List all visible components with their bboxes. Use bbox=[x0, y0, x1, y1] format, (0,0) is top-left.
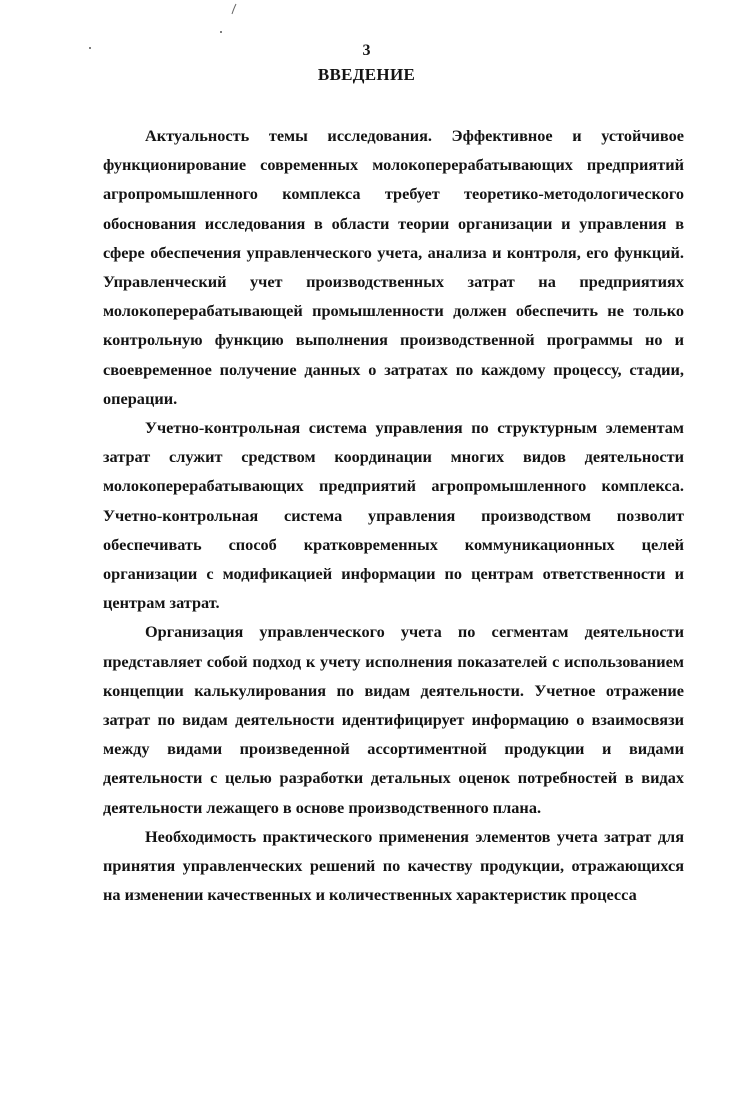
paragraph: Организация управленческого учета по сегментам деятельности представляет собой подход к учету исполнения показателей с использованием концепции калькулирования по видам деятельности. Учетное отражение затрат по видам деятельности идентифицирует информацию о взаимосвязи между видами произведенной ассортиментной продукции и видами деятельности с целью разработки детальных оценок потребностей в видах деятельности лежащего в основе производственного плана. bbox=[103, 622, 684, 817]
page-title: ВВЕДЕНИЕ bbox=[317, 65, 416, 84]
body-text bbox=[103, 121, 684, 909]
scan-speck bbox=[220, 31, 222, 33]
paragraph: Необходимость практического применения элементов учета затрат для принятия управленческих решений по качеству продукции, отражающихся на изменении качественных и количественных характеристик процесса bbox=[103, 826, 684, 905]
paragraph: Актуальность темы исследования. Эффективное и устойчивое функционирование современных молокоперерабатывающих предприятий агропромышленного комплекса требует теоретико-методологического обоснования исследования в области теории организации и управления в сфере обеспечения управленческого учета, анализа и контроля, его функций. Управленческий учет производственных затрат на предприятиях молокоперерабатывающей промышленности должен обеспечить не только контрольную функцию выполнения производственной программы но и своевременное получение данных о затратах по каждому процессу, стадии, операции. bbox=[103, 126, 684, 408]
scan-mark bbox=[226, 2, 240, 16]
paragraph: Учетно-контрольная система управления по структурным элементам затрат служит средством координации многих видов деятельности молокоперерабатывающих предприятий агропромышленного комплекса. Учетно-контрольная система управления производством позволит обеспечивать способ кратковременных коммуникационных целей организации с модификацией информации по центрам ответственности и центрам затрат. bbox=[103, 418, 684, 613]
page-number: 3 bbox=[362, 42, 371, 59]
